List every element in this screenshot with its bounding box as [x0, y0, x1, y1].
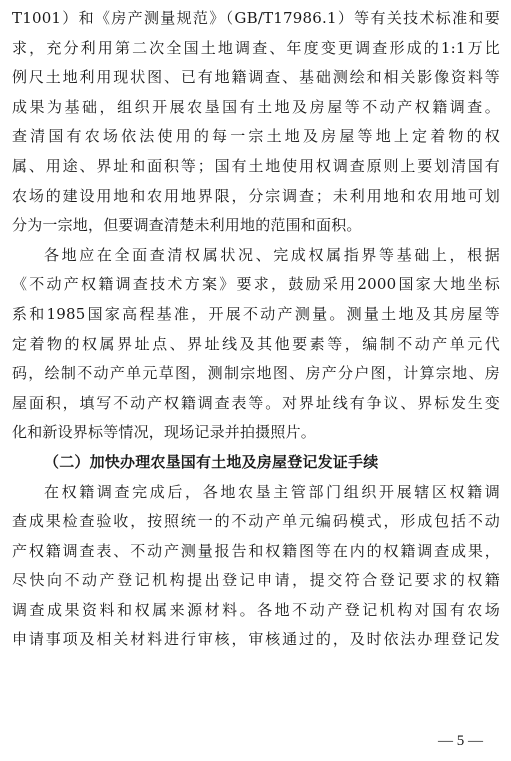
- section-heading: （二）加快办理农垦国有土地及房屋登记发证手续: [44, 452, 379, 471]
- text-line: 查清国有农场依法使用的每一宗土地及房屋等地上定着物的权: [12, 127, 500, 146]
- text-line: 在权籍调查完成后，各地农垦主管部门组织开展辖区权籍调: [44, 482, 500, 501]
- text-line: 尽快向不动产登记机构提出登记申请，提交符合登记要求的权籍: [12, 571, 500, 590]
- text-line: 系和1985国家高程基准，开展不动产测量。测量土地及其房屋等: [12, 304, 500, 323]
- text-line: 申请事项及相关材料进行审核，审核通过的，及时依法办理登记发: [12, 630, 500, 649]
- text-line: 《不动产权籍调查技术方案》要求，鼓励采用2000国家大地坐标: [12, 275, 500, 294]
- text-line: 定着物的权属界址点、界址线及其他要素等，编制不动产单元代: [12, 334, 500, 353]
- text-line: 农场的建设用地和农用地界限，分宗调查；未利用地和农用地可划: [12, 186, 500, 205]
- text-line: T1001）和《房产测量规范》（GB/T17986.1）等有关技术标准和要: [12, 9, 500, 27]
- text-line: 产权籍调查表、不动产测量报告和权籍图等在内的权籍调查成果，: [12, 541, 500, 560]
- text-line: 各地应在全面查清权属状况、完成权属指界等基础上，根据: [44, 245, 500, 264]
- text-line: 查成果检查验收，按照统一的不动产单元编码模式，形成包括不动: [12, 512, 500, 531]
- text-line: 化和新设界标等情况，现场记录并拍摄照片。: [12, 423, 317, 442]
- text-line: 属、用途、界址和面积等；国有土地使用权调查原则上要划清国有: [12, 156, 500, 175]
- text-line: 分为一宗地，但要调查清楚未利用地的范围和面积。: [12, 216, 362, 235]
- text-line: 码，绘制不动产单元草图，测制宗地图、房产分户图，计算宗地、房: [12, 364, 500, 383]
- text-line: 调查成果资料和权属来源材料。各地不动产登记机构对国有农场: [12, 600, 500, 619]
- text-line: 求，充分利用第二次全国土地调查、年度变更调查形成的1:1万比: [12, 38, 500, 57]
- text-line: 例尺土地利用现状图、已有地籍调查、基础测绘和相关影像资料等: [12, 68, 500, 87]
- page-number: — 5 —: [438, 733, 483, 749]
- text-line: 成果为基础，组织开展农垦国有土地及房屋等不动产权籍调查。: [12, 97, 500, 116]
- document-page: [12, 4, 500, 655]
- text-line: 屋面积，填写不动产权籍调查表等。对界址线有争议、界标发生变: [12, 393, 500, 412]
